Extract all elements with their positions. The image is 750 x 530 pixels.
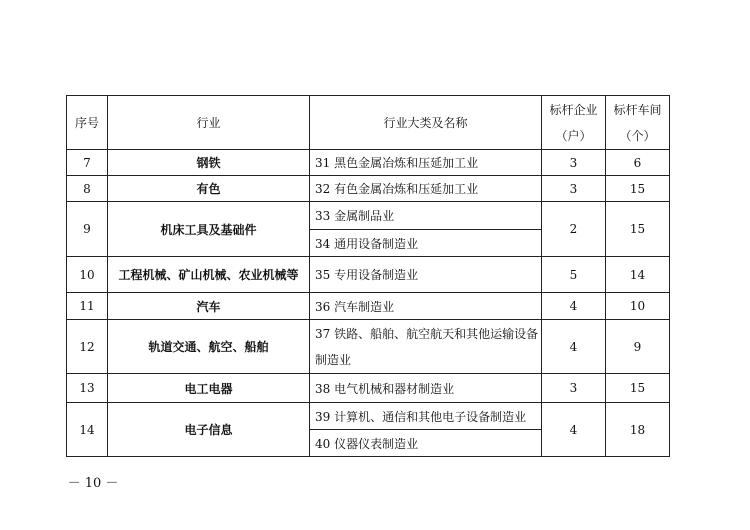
row-workshop: 15 [606, 374, 670, 403]
row-company: 3 [542, 176, 606, 202]
row-seq: 14 [67, 403, 108, 457]
table-row [67, 202, 670, 230]
row-industry: 电子信息 [108, 403, 310, 457]
row-company: 5 [542, 257, 606, 293]
header-bench-workshop [606, 96, 670, 150]
row-category-line: 制造业 [315, 352, 352, 367]
table-row [67, 320, 670, 374]
row-seq: 11 [67, 293, 108, 320]
row-workshop: 9 [606, 320, 670, 374]
row-seq: 12 [67, 320, 108, 374]
row-category: 39 计算机、通信和其他电子设备制造业 [310, 403, 542, 430]
row-seq: 8 [67, 176, 108, 202]
row-company: 4 [542, 320, 606, 374]
row-industry: 工程机械、矿山机械、农业机械等 [108, 257, 310, 293]
row-category-line: 37 铁路、船舶、航空航天和其他运输设备 [315, 326, 539, 341]
row-category: 34 通用设备制造业 [310, 230, 542, 257]
header-bench-company [542, 96, 606, 150]
header-bench-company-label: 标杆企业 [549, 102, 598, 117]
row-industry: 钢铁 [108, 150, 310, 176]
row-category [310, 320, 542, 374]
header-bench-workshop-unit: （个） [619, 128, 656, 143]
header-bench-company-unit: （户） [555, 128, 592, 143]
table-row [67, 257, 670, 293]
row-category: 38 电气机械和器材制造业 [310, 374, 542, 403]
row-seq: 9 [67, 202, 108, 257]
table-header-row [67, 96, 670, 150]
table-row [67, 403, 670, 430]
row-seq: 7 [67, 150, 108, 176]
row-category: 36 汽车制造业 [310, 293, 542, 320]
header-bench-workshop-label: 标杆车间 [613, 102, 662, 117]
header-category: 行业大类及名称 [310, 96, 542, 150]
table-row [67, 150, 670, 176]
row-industry: 机床工具及基础件 [108, 202, 310, 257]
row-company: 4 [542, 293, 606, 320]
row-category: 33 金属制品业 [310, 202, 542, 230]
row-workshop: 10 [606, 293, 670, 320]
header-industry: 行业 [108, 96, 310, 150]
row-category: 31 黑色金属冶炼和压延加工业 [310, 150, 542, 176]
row-category: 32 有色金属冶炼和压延加工业 [310, 176, 542, 202]
header-seq: 序号 [67, 96, 108, 150]
benchmark-table [66, 95, 670, 457]
table-row [67, 374, 670, 403]
row-company: 3 [542, 374, 606, 403]
row-company: 3 [542, 150, 606, 176]
row-workshop: 18 [606, 403, 670, 457]
row-seq: 13 [67, 374, 108, 403]
row-industry: 汽车 [108, 293, 310, 320]
row-category: 35 专用设备制造业 [310, 257, 542, 293]
row-industry: 轨道交通、航空、船舶 [108, 320, 310, 374]
row-workshop: 6 [606, 150, 670, 176]
row-workshop: 14 [606, 257, 670, 293]
row-industry: 有色 [108, 176, 310, 202]
row-workshop: 15 [606, 176, 670, 202]
row-company: 2 [542, 202, 606, 257]
table-row [67, 293, 670, 320]
table-row [67, 176, 670, 202]
page-number: － 10 － [67, 476, 119, 491]
row-company: 4 [542, 403, 606, 457]
row-category: 40 仪器仪表制造业 [310, 430, 542, 457]
row-seq: 10 [67, 257, 108, 293]
row-workshop: 15 [606, 202, 670, 257]
row-industry: 电工电器 [108, 374, 310, 403]
